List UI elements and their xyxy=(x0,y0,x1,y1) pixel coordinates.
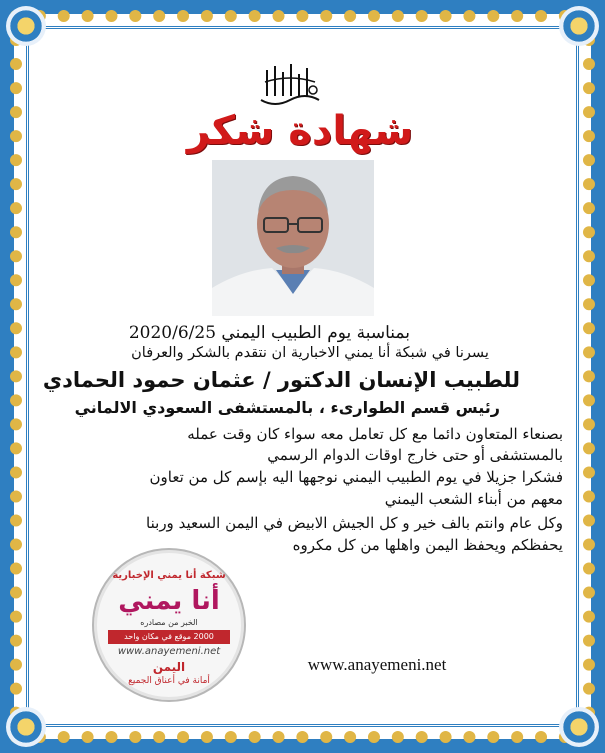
intro-line: يسرنا في شبكة أنا يمني الاخبارية ان نتقدم بالشكر والعرفان xyxy=(131,345,489,361)
occasion-line: بمناسبة يوم الطبيب اليمني 2020/6/25 xyxy=(128,323,410,343)
corner-ornament-icon xyxy=(6,707,46,747)
anayemeni-logo xyxy=(92,548,246,702)
body-line: وكل عام وانتم بالف خير و كل الجيش الابيض في اليمن السعيد وربنا xyxy=(146,514,563,532)
logo-url: www.anayemeni.net xyxy=(117,646,221,657)
logo-motto: أمانة في أعناق الجميع xyxy=(128,676,210,686)
logo-country: اليمن xyxy=(152,660,186,674)
logo-sites-bar: 2000 موقع في مكان واحد xyxy=(108,630,230,644)
website-text: www.anayemeni.net xyxy=(307,655,447,674)
logo-name: أنا يمني xyxy=(118,586,220,616)
body-line: بصنعاء المتعاون دائما مع كل تعامل معه سواء كان وقت عمله xyxy=(187,425,563,443)
body-line: فشكرا جزيلا في يوم الطبيب اليمني نوجهها اليه بإسم كل من تعاون xyxy=(149,468,563,486)
corner-ornament-icon xyxy=(6,6,46,46)
logo-arc-text: شبكة أنا يمني الإخبارية xyxy=(112,570,226,581)
body-line: يحفظكم ويحفظ اليمن واهلها من كل مكروه xyxy=(292,536,563,554)
recipient-position: رئيس قسم الطوارىء ، بالمستشفى السعودي الالماني xyxy=(74,398,500,417)
corner-ornament-icon xyxy=(559,707,599,747)
logo-slogan: الخبر من مصادره xyxy=(140,618,198,627)
body-line: معهم من أبناء الشعب اليمني xyxy=(384,490,563,508)
certificate-title: شهادة شكر xyxy=(186,108,414,154)
recipient-name: للطبيب الإنسان الدكتور / عثمان حمود الحمادي xyxy=(42,368,520,392)
corner-ornament-icon xyxy=(559,6,599,46)
body-line: بالمستشفى أو حتى خارج اوقات الدوام الرسمي xyxy=(267,446,563,464)
doctor-portrait xyxy=(212,160,374,316)
basmala-calligraphy-icon xyxy=(255,60,325,110)
